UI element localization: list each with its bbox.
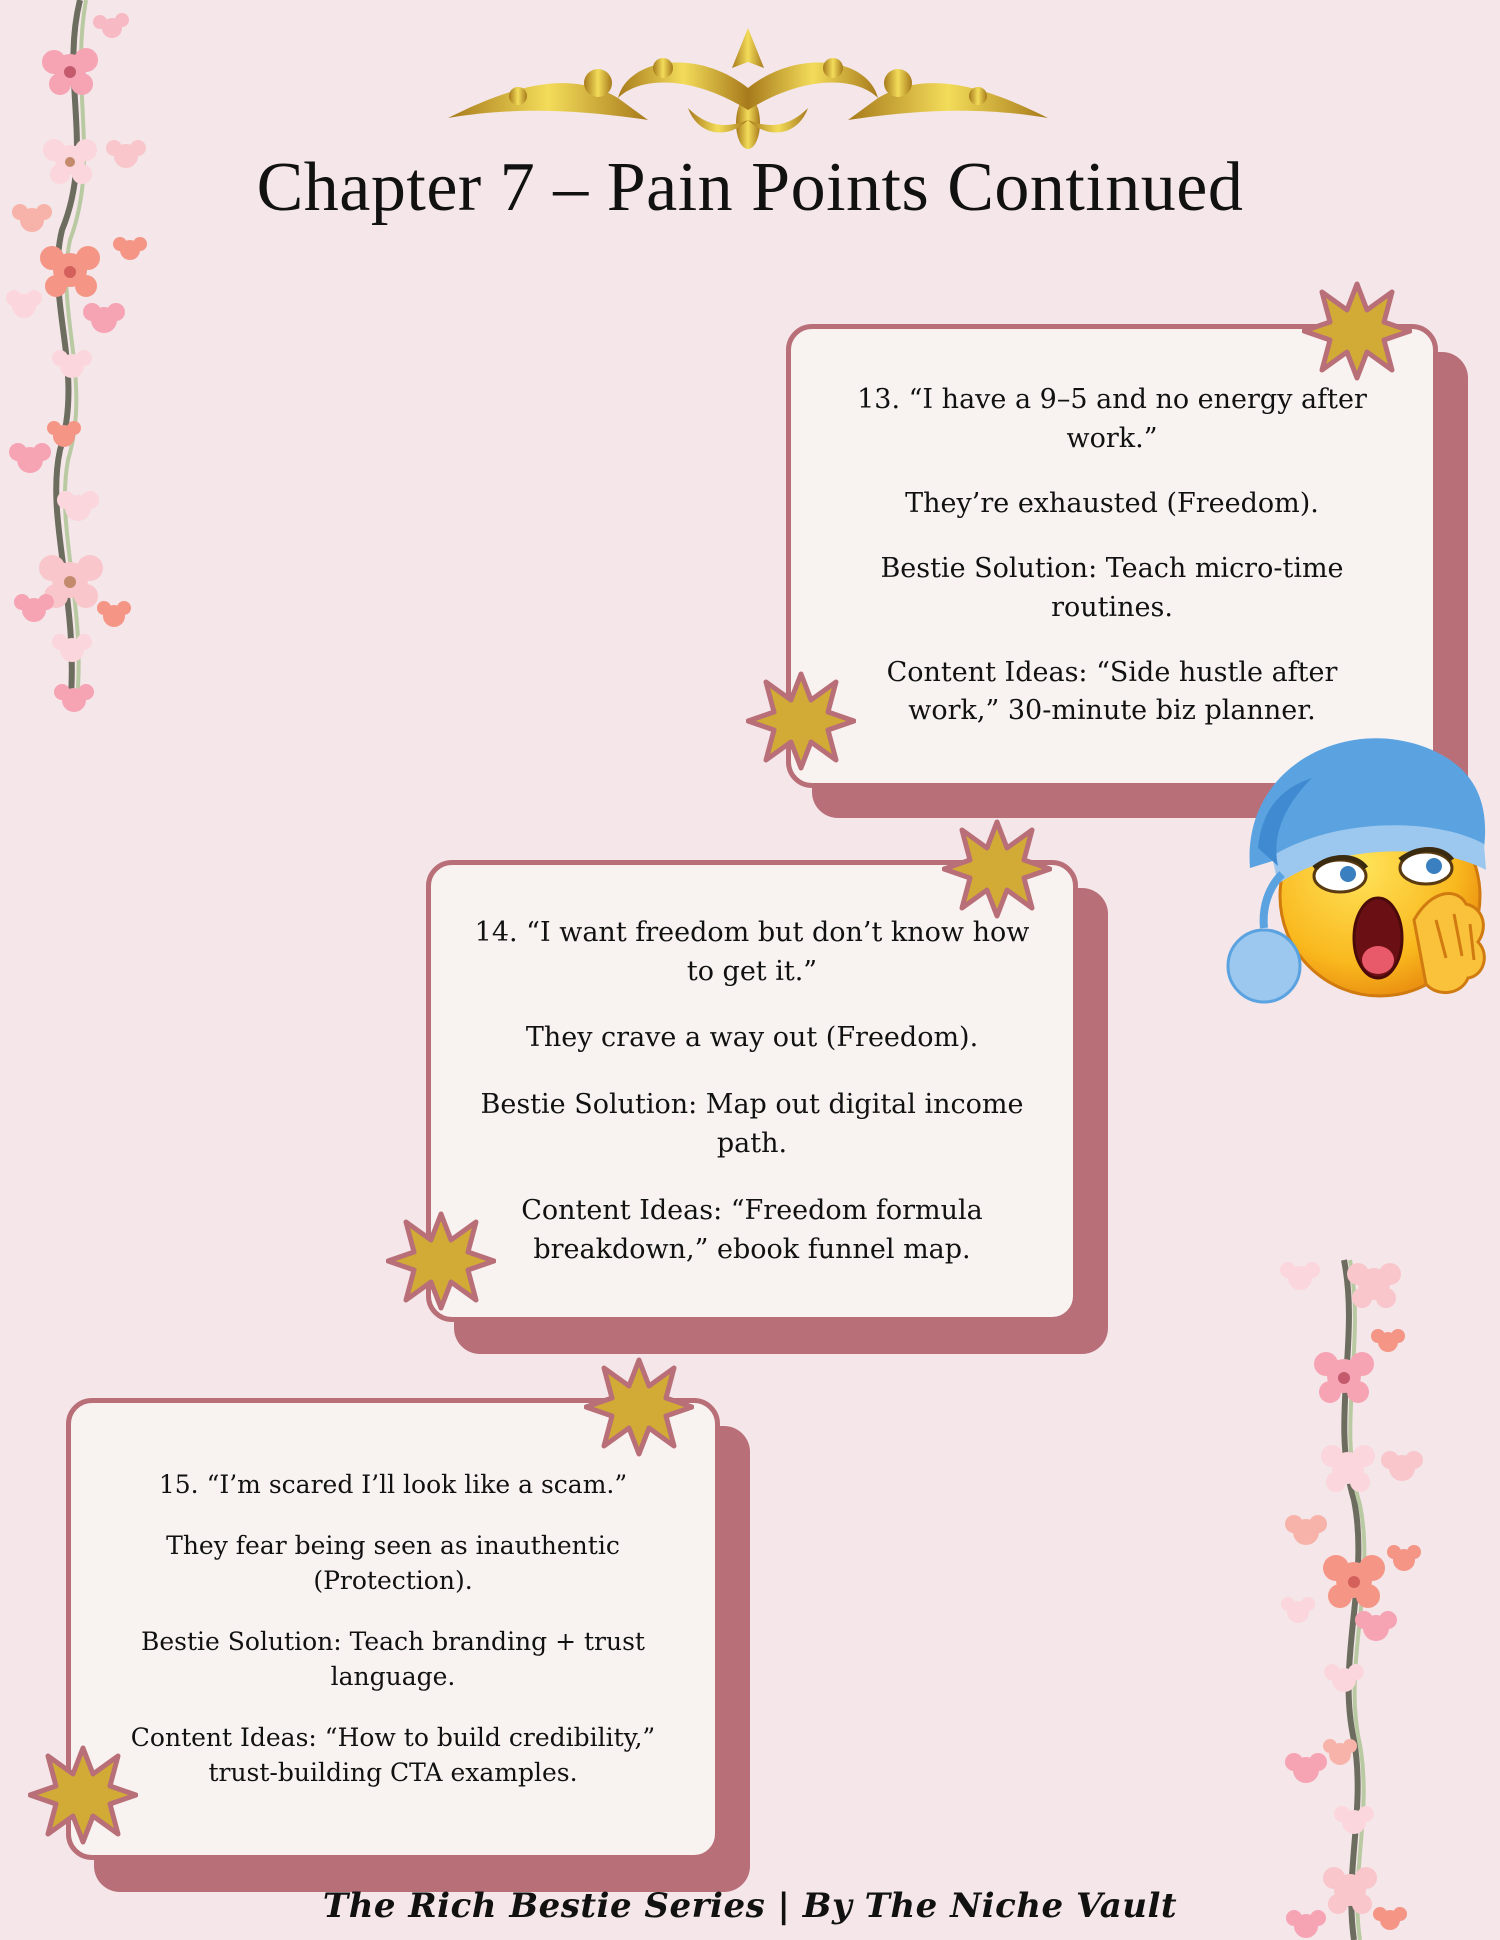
flower-vine-left-icon <box>0 0 160 730</box>
flower-vine-right-icon <box>1270 1250 1430 1940</box>
card-15 <box>66 1398 720 1860</box>
footer-series-credit: The Rich Bestie Series | By The Niche Vault <box>322 1886 1178 1926</box>
card-13-insight: They’re exhausted (Freedom). <box>905 488 1319 519</box>
card-14 <box>426 860 1078 1322</box>
card-15-solution: Bestie Solution: Teach branding + trust language. <box>141 1626 645 1692</box>
star-icon <box>584 1356 694 1458</box>
card-15-headline: 15. “I’m scared I’ll look like a scam.” <box>158 1470 628 1500</box>
star-icon <box>28 1744 138 1846</box>
card-14-insight: They crave a way out (Freedom). <box>525 1022 979 1054</box>
card-14-solution: Bestie Solution: Map out digital income path. <box>480 1088 1024 1160</box>
card-13-headline: 13. “I have a 9–5 and no energy after work.” <box>857 384 1367 454</box>
card-15-ideas: Content Ideas: “How to build credibility,” trust-building CTA examples. <box>130 1722 656 1788</box>
star-icon <box>386 1210 496 1312</box>
card-14-ideas: Content Ideas: “Freedom formula breakdown,” ebook funnel map. <box>521 1194 983 1266</box>
yawning-emoji-icon <box>1222 728 1494 1008</box>
star-icon <box>746 670 856 772</box>
card-13-ideas: Content Ideas: “Side hustle after work,” 30-minute biz planner. <box>886 656 1338 727</box>
card-13 <box>786 324 1438 788</box>
card-15-insight: They fear being seen as inauthentic (Protection). <box>166 1530 620 1596</box>
star-icon <box>1302 280 1412 382</box>
gold-ornament-icon <box>448 28 1048 153</box>
card-13-solution: Bestie Solution: Teach micro-time routines. <box>880 553 1344 623</box>
card-14-headline: 14. “I want freedom but don’t know how to get it.” <box>474 916 1030 987</box>
star-icon <box>942 818 1052 920</box>
page-title: Chapter 7 – Pain Points Continued <box>256 149 1244 226</box>
